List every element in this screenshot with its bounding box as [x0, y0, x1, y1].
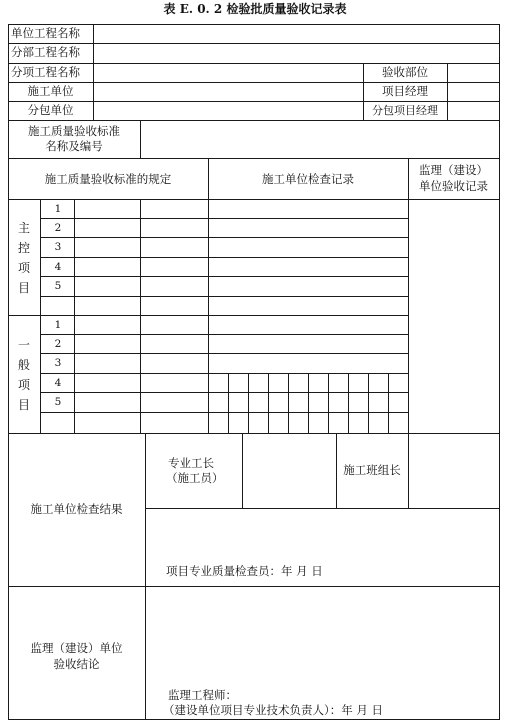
- general-item-number: 5: [54, 396, 62, 408]
- division-project-label: 分部工程名称: [11, 45, 80, 59]
- general-item-number: 4: [54, 377, 62, 389]
- general-items-char: 项: [17, 378, 30, 392]
- form-title: 表 E. 0. 2 检验批质量验收记录表: [163, 2, 347, 16]
- team-leader-label: 施工班组长: [343, 463, 401, 477]
- check-record-header: 施工单位检查记录: [262, 172, 354, 186]
- general-items-char: 目: [17, 398, 30, 412]
- subitem-project-label: 分项工程名称: [11, 65, 80, 79]
- main-item-number: 4: [54, 261, 62, 273]
- acceptance-part-label: 验收部位: [382, 65, 428, 79]
- construction-unit-label: 施工单位: [27, 84, 74, 98]
- conclusion-label-line2: 验收结论: [53, 657, 100, 671]
- main-items-char: 控: [17, 241, 30, 255]
- main-item-number: 2: [54, 222, 62, 234]
- owner-tech-signature-line: （建设单位项目专业技术负责人）：年 月 日: [163, 703, 384, 717]
- main-item-number: 1: [54, 203, 62, 215]
- main-items-char: 项: [17, 261, 30, 275]
- general-item-number: 2: [54, 338, 62, 350]
- main-item-number: 3: [54, 241, 62, 253]
- project-manager-label: 项目经理: [382, 84, 428, 98]
- main-items-char: 目: [17, 281, 30, 295]
- general-items-char: 般: [17, 358, 30, 372]
- check-result-label: 施工单位检查结果: [30, 502, 123, 516]
- foreman-label-line2: （施工员）: [166, 471, 224, 485]
- supervision-header-line2: 单位验收记录: [419, 179, 488, 193]
- general-item-number: 1: [54, 319, 62, 331]
- foreman-label-line1: 专业工长: [168, 456, 214, 470]
- conclusion-label-line1: 监理（建设）单位: [30, 641, 123, 655]
- regulation-header: 施工质量验收标准的规定: [44, 172, 172, 186]
- standard-name-line1: 施工质量验收标准: [28, 124, 120, 138]
- engineer-signature-label: 监理工程师：: [168, 688, 237, 702]
- main-items-char: 主: [17, 221, 30, 235]
- supervision-header-line1: 监理（建设）: [419, 163, 488, 177]
- standard-name-line2: 名称及编号: [45, 139, 103, 153]
- unit-project-label: 单位工程名称: [11, 26, 80, 40]
- subcontract-manager-label: 分包项目经理: [372, 104, 438, 117]
- general-item-number: 3: [54, 357, 62, 369]
- general-items-char: 一: [17, 338, 30, 352]
- main-item-number: 5: [54, 280, 62, 292]
- subcontract-unit-label: 分包单位: [27, 103, 74, 117]
- inspector-signature-line: 项目专业质量检查员：年 月 日: [166, 564, 323, 578]
